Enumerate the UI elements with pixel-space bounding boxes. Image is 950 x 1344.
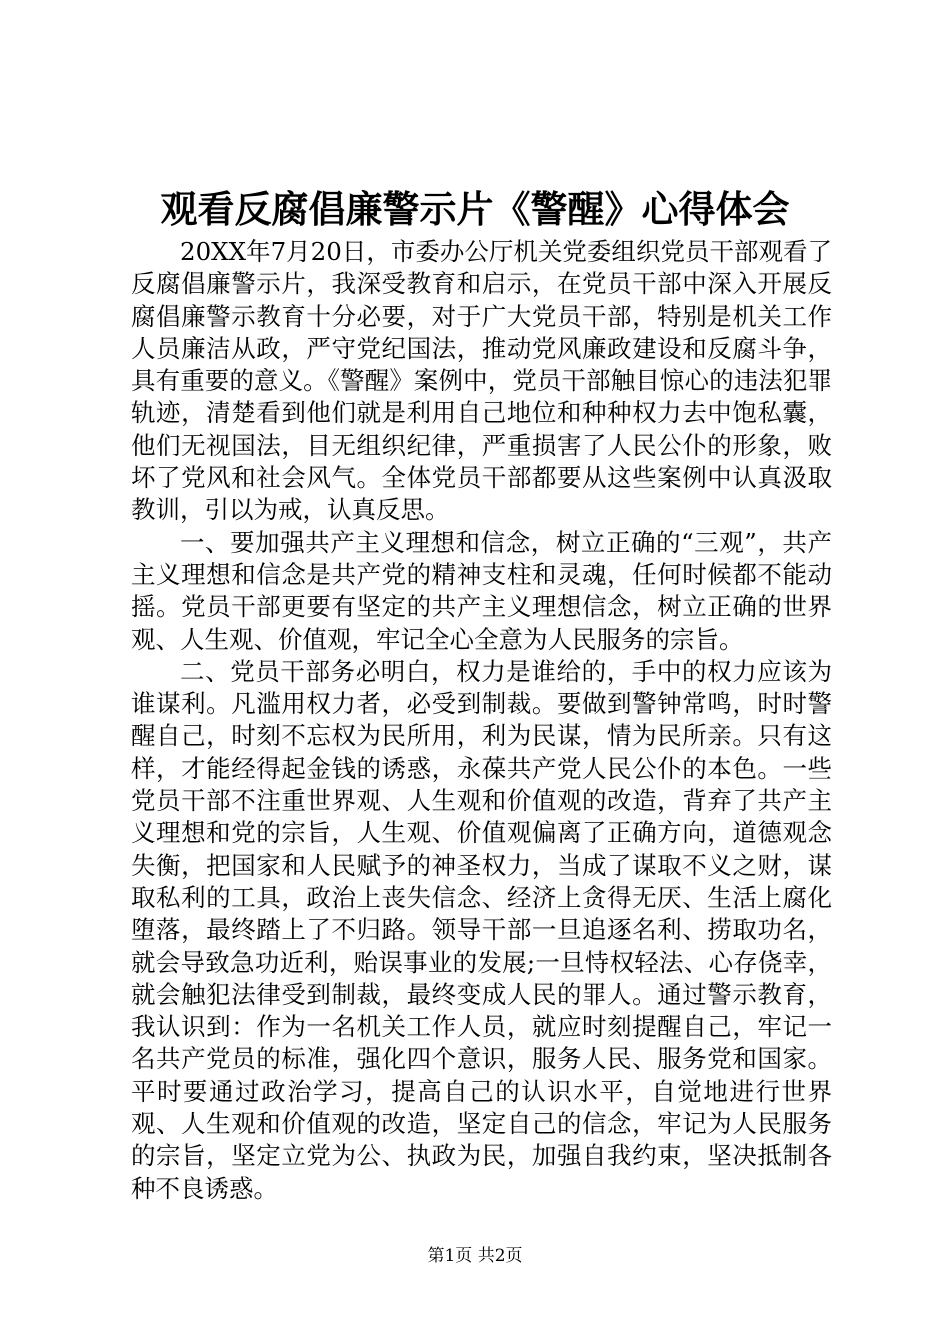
- document-body: [131, 236, 832, 1205]
- paragraph-point-two: 二、党员干部务必明白，权力是谁给的，手中的权力应该为谁谋利。凡滥用权力者，必受到制裁。要做到警钟常鸣，时时警醒自己，时刻不忘权为民所用，利为民谋，情为民所亲。只有这样，才能经得起金钱的诱惑，永葆共产党人民公仆的本色。一些党员干部不注重世界观、人生观和价值观的改造，背弃了共产主义理想和党的宗旨，人生观、价值观偏离了正确方向，道德观念失衡，把国家和人民赋予的神圣权力，当成了谋取不义之财，谋取私利的工具，政治上丧失信念、经济上贪得无厌、生活上腐化堕落，最终踏上了不归路。领导干部一旦追逐名利、捞取功名，就会导致急功近利，贻误事业的发展;一旦恃权轻法、心存侥幸，就会触犯法律受到制裁，最终变成人民的罪人。通过警示教育，我认识到：作为一名机关工作人员，就应时刻提醒自己，牢记一名共产党员的标准，强化四个意识，服务人民、服务党和国家。平时要通过政治学习，提高自己的认识水平，自觉地进行世界观、人生观和价值观的改造，坚定自己的信念，牢记为人民服务的宗旨，坚定立党为公、执政为民，加强自我约束，坚决抵制各种不良诱惑。: [131, 656, 832, 1203]
- paragraph-intro: 20XX年7月20日，市委办公厅机关党委组织党员干部观看了反腐倡廉警示片，我深受教育和启示，在党员干部中深入开展反腐倡廉警示教育十分必要，对于广大党员干部，特别是机关工作人员廉洁从政，严守党纪国法，推动党风廉政建设和反腐斗争，具有重要的意义。《警醒》案例中，党员干部触目惊心的违法犯罪轨迹，清楚看到他们就是利用自己地位和种种权力去中饱私囊，他们无视国法，目无组织纪律，严重损害了人民公仆的形象，败坏了党风和社会风气。全体党员干部都要从这些案例中认真汲取教训，引以为戒，认真反思。: [131, 237, 832, 525]
- page-number-footer: 第1页 共2页: [427, 1246, 523, 1266]
- paragraph-point-one: 一、要加强共产主义理想和信念，树立正确的“三观”，共产主义理想和信念是共产党的精神支柱和灵魂，任何时候都不能动摇。党员干部更要有坚定的共产主义理想信念，树立正确的世界观、人生观、价值观，牢记全心全意为人民服务的宗旨。: [131, 527, 832, 654]
- document-title: 观看反腐倡廉警示片《警醒》心得体会: [160, 187, 790, 231]
